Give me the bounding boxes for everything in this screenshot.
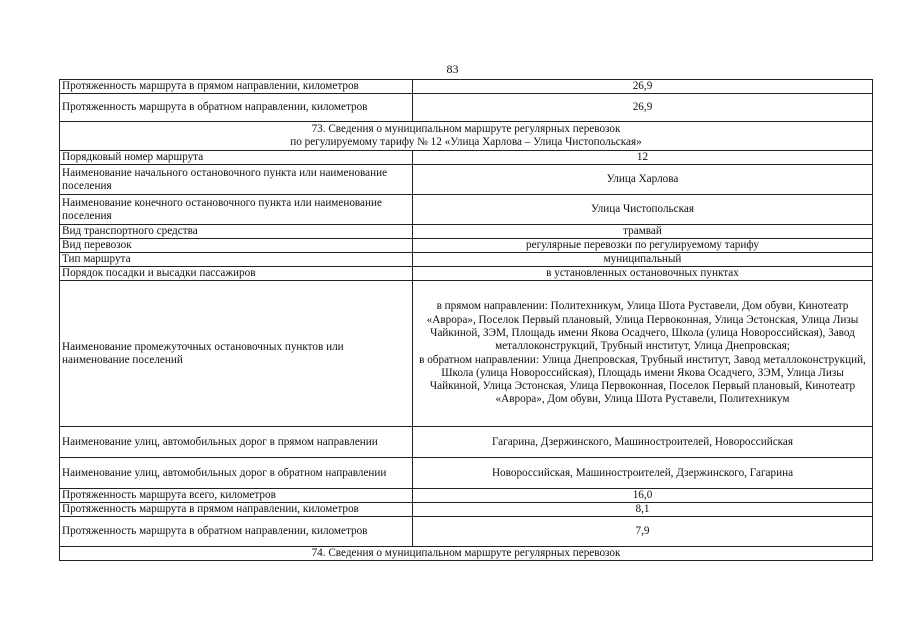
stops-list [413,281,873,427]
row-label: Наименование улиц, автомобильных дорог в обратном направлении [60,458,413,489]
table-row [60,80,873,94]
table-row [60,503,873,517]
table-row [60,165,873,195]
row-value: Гагарина, Дзержинского, Машиностроителей, Новороссийская [413,427,873,458]
table-row [60,94,873,122]
row-label: Тип маршрута [60,253,413,267]
table-row [60,225,873,239]
row-value: Улица Харлова [413,165,873,195]
row-value: трамвай [413,225,873,239]
row-value: 26,9 [413,94,873,122]
table-row [60,517,873,547]
table-row [60,489,873,503]
table-row [60,239,873,253]
route-info-table [59,79,873,561]
row-label: Протяженность маршрута в обратном направлении, километров [60,94,413,122]
table-row [60,151,873,165]
table-row [60,195,873,225]
section-heading [60,122,873,151]
row-label: Порядковый номер маршрута [60,151,413,165]
row-label: Протяженность маршрута в прямом направлении, километров [60,503,413,517]
row-value: 12 [413,151,873,165]
row-value: муниципальный [413,253,873,267]
section-heading-row [60,547,873,561]
table-row [60,267,873,281]
table-row [60,458,873,489]
row-value: регулярные перевозки по регулируемому тарифу [413,239,873,253]
section-heading-line: по регулируемому тарифу № 12 «Улица Харлова – Улица Чистопольская» [290,136,642,148]
table-row [60,253,873,267]
table-row [60,427,873,458]
row-value: 26,9 [413,80,873,94]
section-heading-row [60,122,873,151]
row-label: Наименование улиц, автомобильных дорог в прямом направлении [60,427,413,458]
row-value: 8,1 [413,503,873,517]
table-row [60,281,873,427]
row-label: Наименование конечного остановочного пункта или наименование поселения [60,195,413,225]
row-label: Вид перевозок [60,239,413,253]
row-value: Улица Чистопольская [413,195,873,225]
stops-forward: в прямом направлении: Политехникум, Улица Шота Руставели, Дом обуви, Кинотеатр «Аврора», Поселок Первый плановый, Улица Первоконная, Улица Эстонская, Улица Лизы Чайкиной, ЗЭМ, Площадь имени Якова Осадчего, Школа (улица Новороссийская), Завод металлоконструкций, Трубный институт, Улица Днепровская; [426,300,859,353]
row-label: Вид транспортного средства [60,225,413,239]
section-heading [60,547,873,561]
row-label: Наименование промежуточных остановочных пунктов или наименование поселений [60,281,413,427]
row-value: в установленных остановочных пунктах [413,267,873,281]
page-number: 83 [446,62,459,76]
row-value: 16,0 [413,489,873,503]
section-heading-line: 74. Сведения о муниципальном маршруте регулярных перевозок [311,547,621,559]
section-heading-line: 73. Сведения о муниципальном маршруте регулярных перевозок [311,123,621,135]
row-label: Протяженность маршрута в обратном направлении, километров [60,517,413,547]
row-label: Наименование начального остановочного пункта или наименование поселения [60,165,413,195]
row-value: 7,9 [413,517,873,547]
row-label: Протяженность маршрута всего, километров [60,489,413,503]
row-value: Новороссийская, Машиностроителей, Дзержинского, Гагарина [413,458,873,489]
stops-backward: в обратном направлении: Улица Днепровская, Трубный институт, Завод металлоконструкций, Школа (улица Новороссийская), Площадь имени Якова Осадчего, ЗЭМ, Улица Лизы Чайкиной, Улица Эстонская, Улица Первоконная, Поселок Первый плановый, Кинотеатр «Аврора», Дом обуви, Улица Шота Руставели, Политехникум [419,353,866,406]
row-label: Протяженность маршрута в прямом направлении, километров [60,80,413,94]
row-label: Порядок посадки и высадки пассажиров [60,267,413,281]
